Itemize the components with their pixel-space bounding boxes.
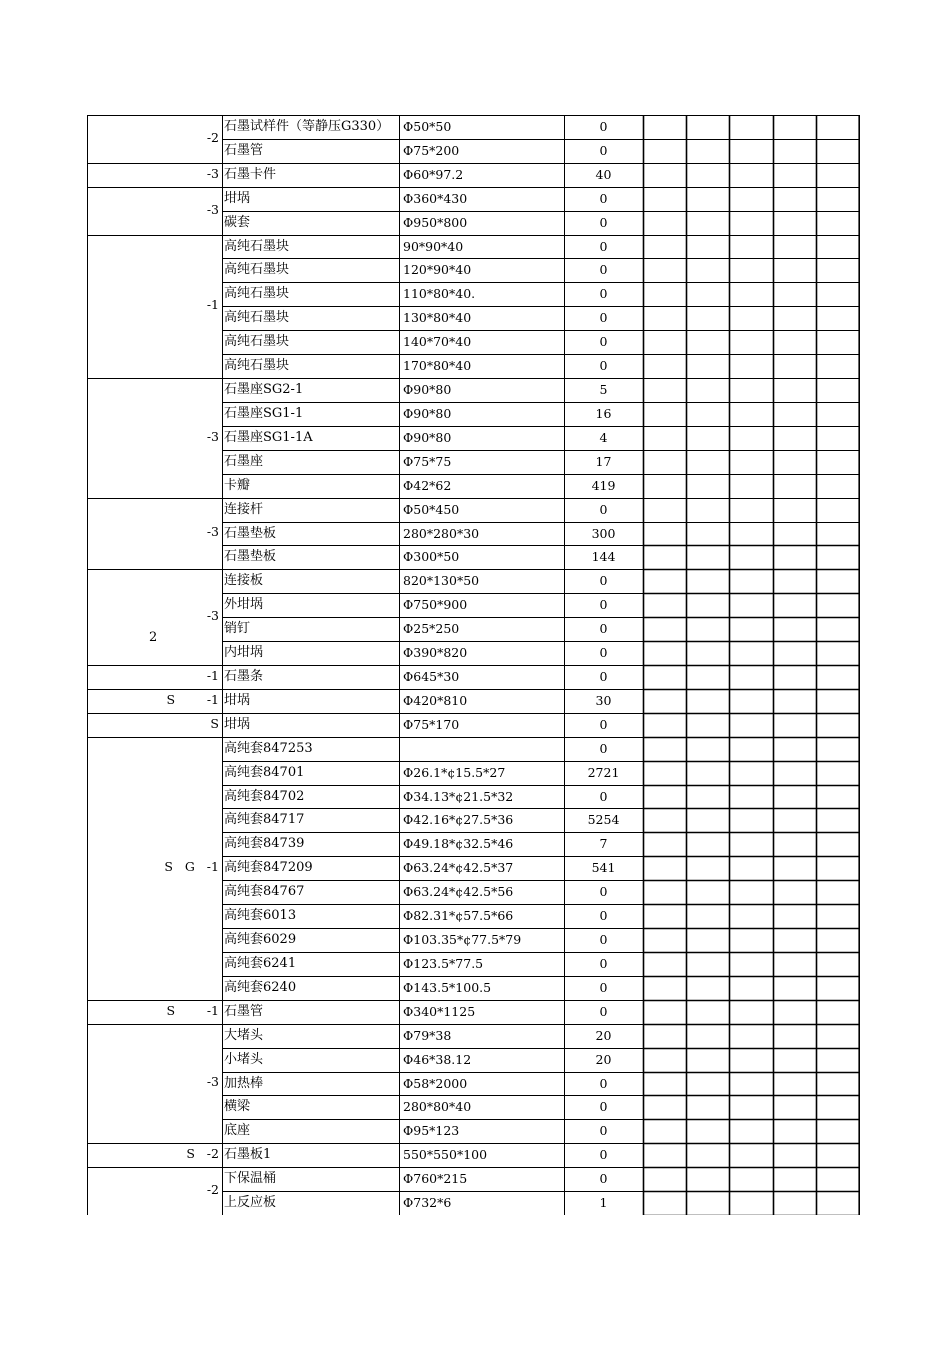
item-name-cell: 石墨板1 bbox=[224, 1147, 272, 1162]
item-spec-cell: 820*130*50 bbox=[403, 573, 480, 588]
group-code-sub: 2 bbox=[149, 630, 158, 645]
item-qty-cell: 0 bbox=[599, 502, 608, 517]
group-code-cell: -2 bbox=[206, 130, 219, 145]
item-qty-cell: 0 bbox=[599, 789, 608, 804]
item-qty-cell: 0 bbox=[599, 932, 608, 947]
item-spec-cell: Φ90*80 bbox=[403, 406, 452, 421]
item-qty-cell: 0 bbox=[599, 741, 608, 756]
item-name-cell: 碳套 bbox=[224, 215, 251, 230]
item-qty-cell: 5 bbox=[599, 382, 608, 397]
item-name-cell: 下保温桶 bbox=[224, 1171, 277, 1186]
item-spec-cell: 110*80*40. bbox=[403, 286, 476, 301]
item-name-cell: 连接板 bbox=[224, 573, 264, 588]
item-name-cell: 外坩埚 bbox=[224, 597, 264, 612]
group-code-cell: -1 bbox=[206, 297, 219, 312]
item-spec-cell: Φ90*80 bbox=[403, 430, 452, 445]
item-qty-cell: 0 bbox=[599, 669, 608, 684]
item-name-cell: 高纯套6240 bbox=[224, 980, 297, 995]
item-qty-cell: 0 bbox=[599, 597, 608, 612]
item-qty-cell: 0 bbox=[599, 143, 608, 158]
item-spec-cell: 280*80*40 bbox=[403, 1099, 472, 1114]
item-qty-cell: 40 bbox=[595, 167, 612, 182]
item-name-cell: 连接杆 bbox=[224, 502, 264, 517]
item-qty-cell: 0 bbox=[599, 645, 608, 660]
item-qty-cell: 0 bbox=[599, 621, 608, 636]
item-spec-cell: Φ50*450 bbox=[403, 502, 460, 517]
item-qty-cell: 20 bbox=[595, 1028, 612, 1043]
item-spec-cell: Φ42.16*¢27.5*36 bbox=[403, 812, 514, 827]
item-qty-cell: 0 bbox=[599, 310, 608, 325]
item-qty-cell: 7 bbox=[599, 836, 608, 851]
item-qty-cell: 2721 bbox=[587, 765, 620, 780]
item-qty-cell: 30 bbox=[595, 693, 612, 708]
item-qty-cell: 17 bbox=[595, 454, 612, 469]
group-code-cell: S G -1 bbox=[164, 859, 219, 874]
item-name-cell: 高纯石墨块 bbox=[224, 334, 290, 349]
item-qty-cell: 0 bbox=[599, 286, 608, 301]
group-code-cell: -3 bbox=[206, 202, 219, 217]
item-name-cell: 底座 bbox=[224, 1123, 251, 1138]
item-spec-cell: Φ82.31*¢57.5*66 bbox=[403, 908, 514, 923]
item-name-cell: 高纯石墨块 bbox=[224, 239, 290, 254]
item-qty-cell: 0 bbox=[599, 884, 608, 899]
item-spec-cell: Φ63.24*¢42.5*37 bbox=[403, 860, 514, 875]
item-qty-cell: 0 bbox=[599, 119, 608, 134]
item-spec-cell: Φ645*30 bbox=[403, 669, 460, 684]
item-spec-cell: Φ420*810 bbox=[403, 693, 468, 708]
item-qty-cell: 0 bbox=[599, 215, 608, 230]
item-qty-cell: 300 bbox=[591, 526, 616, 541]
item-qty-cell: 144 bbox=[591, 549, 616, 564]
item-spec-cell: Φ760*215 bbox=[403, 1171, 468, 1186]
item-name-cell: 石墨座SG2-1 bbox=[224, 382, 304, 397]
item-qty-cell: 1 bbox=[599, 1195, 608, 1210]
item-spec-cell: Φ60*97.2 bbox=[403, 167, 464, 182]
group-code-cell: -3 bbox=[206, 1074, 219, 1089]
item-qty-cell: 0 bbox=[599, 262, 608, 277]
item-name-cell: 高纯套84701 bbox=[224, 765, 305, 780]
group-code-cell: S -2 bbox=[186, 1146, 219, 1161]
item-qty-cell: 0 bbox=[599, 1123, 608, 1138]
group-code-cell: -2 bbox=[206, 1182, 219, 1197]
item-name-cell: 石墨管 bbox=[224, 143, 264, 158]
item-spec-cell: 140*70*40 bbox=[403, 334, 472, 349]
item-name-cell: 高纯套847253 bbox=[224, 741, 313, 756]
item-qty-cell: 20 bbox=[595, 1052, 612, 1067]
item-spec-cell: Φ75*200 bbox=[403, 143, 460, 158]
item-name-cell: 石墨座 bbox=[224, 454, 264, 469]
group-code-cell: -3 bbox=[206, 608, 219, 623]
item-qty-cell: 0 bbox=[599, 191, 608, 206]
item-name-cell: 坩埚 bbox=[224, 717, 251, 732]
inventory-sheet bbox=[87, 115, 860, 1215]
item-name-cell: 高纯石墨块 bbox=[224, 286, 290, 301]
item-spec-cell: Φ95*123 bbox=[403, 1123, 460, 1138]
item-name-cell: 石墨垫板 bbox=[224, 526, 277, 541]
item-qty-cell: 0 bbox=[599, 1004, 608, 1019]
item-spec-cell: 120*90*40 bbox=[403, 262, 472, 277]
item-qty-cell: 0 bbox=[599, 717, 608, 732]
item-qty-cell: 0 bbox=[599, 334, 608, 349]
item-spec-cell: Φ340*1125 bbox=[403, 1004, 476, 1019]
item-spec-cell: Φ123.5*77.5 bbox=[403, 956, 484, 971]
item-spec-cell: Φ90*80 bbox=[403, 382, 452, 397]
group-code-cell: S -1 bbox=[166, 1003, 219, 1018]
item-qty-cell: 0 bbox=[599, 1076, 608, 1091]
item-spec-cell: Φ143.5*100.5 bbox=[403, 980, 492, 995]
item-spec-cell: Φ950*800 bbox=[403, 215, 468, 230]
item-qty-cell: 0 bbox=[599, 980, 608, 995]
item-name-cell: 石墨条 bbox=[224, 669, 264, 684]
item-spec-cell: Φ49.18*¢32.5*46 bbox=[403, 836, 514, 851]
item-qty-cell: 0 bbox=[599, 1147, 608, 1162]
item-spec-cell: Φ46*38.12 bbox=[403, 1052, 472, 1067]
item-name-cell: 高纯套84767 bbox=[224, 884, 305, 899]
item-name-cell: 内坩埚 bbox=[224, 645, 264, 660]
item-name-cell: 高纯套84702 bbox=[224, 789, 305, 804]
group-code-cell: -1 bbox=[206, 668, 219, 683]
item-qty-cell: 0 bbox=[599, 1171, 608, 1186]
item-qty-cell: 4 bbox=[599, 430, 608, 445]
item-spec-cell: Φ360*430 bbox=[403, 191, 468, 206]
item-name-cell: 石墨试样件（等静压G330） bbox=[224, 119, 390, 134]
item-spec-cell: Φ390*820 bbox=[403, 645, 468, 660]
item-name-cell: 小堵头 bbox=[224, 1052, 264, 1067]
item-spec-cell: Φ79*38 bbox=[403, 1028, 452, 1043]
item-name-cell: 石墨卡件 bbox=[224, 167, 277, 182]
item-name-cell: 高纯石墨块 bbox=[224, 262, 290, 277]
item-spec-cell: Φ34.13*¢21.5*32 bbox=[403, 789, 514, 804]
item-name-cell: 横梁 bbox=[224, 1099, 251, 1114]
item-spec-cell: Φ50*50 bbox=[403, 119, 452, 134]
group-code-cell: -3 bbox=[206, 166, 219, 181]
item-spec-cell: Φ25*250 bbox=[403, 621, 460, 636]
item-name-cell: 坩埚 bbox=[224, 191, 251, 206]
item-qty-cell: 0 bbox=[599, 239, 608, 254]
item-spec-cell: Φ732*6 bbox=[403, 1195, 452, 1210]
item-qty-cell: 541 bbox=[591, 860, 616, 875]
item-qty-cell: 0 bbox=[599, 956, 608, 971]
item-name-cell: 高纯套84739 bbox=[224, 836, 305, 851]
item-name-cell: 高纯套84717 bbox=[224, 812, 305, 827]
item-name-cell: 石墨座SG1-1 bbox=[224, 406, 304, 421]
item-spec-cell: 90*90*40 bbox=[403, 239, 464, 254]
item-name-cell: 大堵头 bbox=[224, 1028, 264, 1043]
item-name-cell: 坩埚 bbox=[224, 693, 251, 708]
item-spec-cell: Φ42*62 bbox=[403, 478, 452, 493]
item-qty-cell: 5254 bbox=[587, 812, 620, 827]
item-name-cell: 石墨座SG1-1A bbox=[224, 430, 313, 445]
item-qty-cell: 0 bbox=[599, 358, 608, 373]
table-grid-lines bbox=[87, 115, 860, 1215]
item-spec-cell: Φ750*900 bbox=[403, 597, 468, 612]
item-name-cell: 高纯石墨块 bbox=[224, 358, 290, 373]
item-spec-cell: 170*80*40 bbox=[403, 358, 472, 373]
group-code-cell: -3 bbox=[206, 429, 219, 444]
group-code-cell: S -1 bbox=[166, 692, 219, 707]
item-name-cell: 上反应板 bbox=[224, 1195, 277, 1210]
item-spec-cell: 550*550*100 bbox=[403, 1147, 488, 1162]
item-spec-cell: Φ26.1*¢15.5*27 bbox=[403, 765, 506, 780]
item-spec-cell: Φ75*75 bbox=[403, 454, 452, 469]
item-qty-cell: 0 bbox=[599, 1099, 608, 1114]
item-spec-cell: Φ75*170 bbox=[403, 717, 460, 732]
group-code-cell: -3 bbox=[206, 524, 219, 539]
group-code-cell: S bbox=[210, 716, 219, 731]
item-name-cell: 加热棒 bbox=[224, 1076, 264, 1091]
item-qty-cell: 16 bbox=[595, 406, 612, 421]
item-name-cell: 卡瓣 bbox=[224, 478, 251, 493]
item-spec-cell: 130*80*40 bbox=[403, 310, 472, 325]
item-spec-cell: Φ103.35*¢77.5*79 bbox=[403, 932, 522, 947]
item-name-cell: 高纯套6029 bbox=[224, 932, 297, 947]
item-qty-cell: 0 bbox=[599, 573, 608, 588]
item-spec-cell: 280*280*30 bbox=[403, 526, 480, 541]
item-name-cell: 高纯套847209 bbox=[224, 860, 313, 875]
item-name-cell: 高纯套6013 bbox=[224, 908, 297, 923]
item-name-cell: 石墨管 bbox=[224, 1004, 264, 1019]
item-name-cell: 石墨垫板 bbox=[224, 549, 277, 564]
item-name-cell: 高纯套6241 bbox=[224, 956, 297, 971]
item-spec-cell: Φ300*50 bbox=[403, 549, 460, 564]
item-name-cell: 高纯石墨块 bbox=[224, 310, 290, 325]
item-name-cell: 销钉 bbox=[224, 621, 251, 636]
item-spec-cell: Φ63.24*¢42.5*56 bbox=[403, 884, 514, 899]
item-qty-cell: 419 bbox=[591, 478, 616, 493]
item-spec-cell: Φ58*2000 bbox=[403, 1076, 468, 1091]
item-qty-cell: 0 bbox=[599, 908, 608, 923]
